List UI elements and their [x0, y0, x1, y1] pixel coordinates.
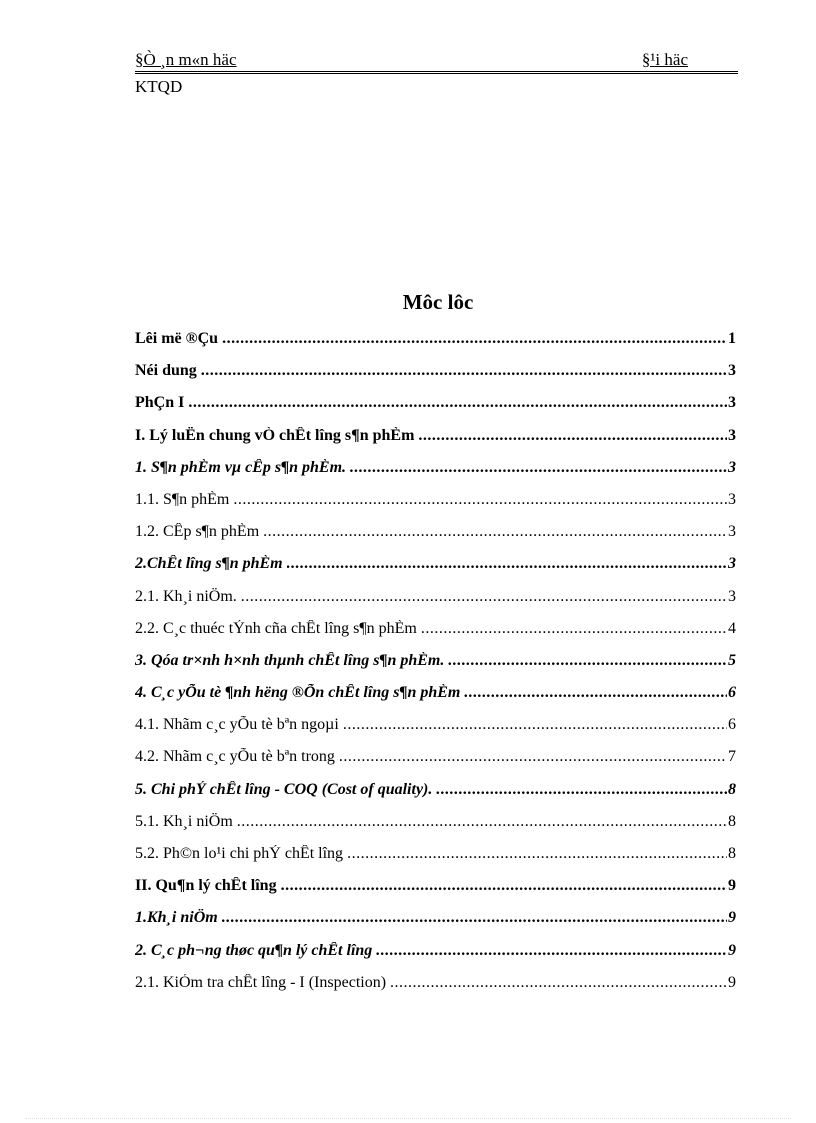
- toc-leader-dots: [347, 845, 727, 863]
- toc-title: Môc lôc: [402, 290, 474, 314]
- toc-entry[interactable]: [135, 813, 736, 845]
- toc-leader-dots: [263, 523, 727, 541]
- toc-entry-label: 4.1. Nhãm c¸c yÕu tè bªn ngoµi: [135, 716, 339, 734]
- toc-entry[interactable]: [135, 362, 736, 394]
- toc-leader-dots: [222, 909, 727, 927]
- toc-entry-page: 3: [728, 394, 736, 412]
- toc-entry-label: I. Lý luËn chung vÒ chÊt lîng s¶n phÈm: [135, 426, 415, 444]
- toc-leader-dots: [448, 652, 727, 670]
- toc-entry-page: 9: [728, 973, 736, 991]
- page-header: [135, 50, 738, 97]
- toc-leader-dots: [350, 459, 727, 477]
- toc-entry-page: 3: [728, 458, 736, 476]
- toc-entry-page: 7: [728, 748, 736, 766]
- toc-leader-dots: [339, 748, 727, 766]
- toc-entry-page: 9: [728, 941, 736, 959]
- toc-entry-label: PhÇn I: [135, 394, 185, 412]
- toc-leader-dots: [188, 394, 727, 412]
- toc-entry[interactable]: [135, 716, 736, 748]
- toc-entry[interactable]: [135, 781, 736, 813]
- toc-leader-dots: [343, 716, 727, 734]
- table-of-contents: [135, 330, 736, 1006]
- toc-entry-label: 1.1. S¶n phÈm: [135, 490, 230, 508]
- toc-entry-page: 5: [728, 651, 736, 669]
- toc-entry[interactable]: [135, 555, 736, 587]
- toc-entry-label: 1.Kh¸i niÖm: [135, 909, 218, 927]
- toc-leader-dots: [421, 620, 727, 638]
- toc-entry[interactable]: [135, 330, 736, 362]
- toc-leader-dots: [390, 974, 727, 992]
- toc-entry-label: Lêi më ®Çu: [135, 330, 219, 347]
- toc-entry[interactable]: [135, 620, 736, 652]
- toc-leader-dots: [376, 942, 727, 960]
- header-row: [135, 50, 738, 74]
- toc-entry-page: 4: [728, 619, 736, 637]
- toc-entry-page: 3: [728, 555, 736, 573]
- toc-entry-label: 5.1. Kh¸i niÖm: [135, 812, 233, 830]
- toc-entry-label: 2.2. C¸c thuéc tÝnh cña chÊt lîng s¶n phÈm: [135, 619, 417, 637]
- toc-entry-page: 6: [728, 684, 736, 702]
- toc-entry-page: 6: [728, 716, 736, 734]
- toc-entry-label: Néi dung: [135, 362, 197, 380]
- toc-leader-dots: [281, 877, 727, 895]
- toc-entry-label: 1. S¶n phÈm vµ cÊp s¶n phÈm.: [135, 458, 347, 476]
- toc-leader-dots: [436, 781, 727, 799]
- header-right-text: §¹i häc: [641, 50, 688, 69]
- toc-entry[interactable]: [135, 974, 736, 1006]
- toc-entry[interactable]: [135, 877, 736, 909]
- toc-entry-page: 3: [728, 587, 736, 605]
- toc-leader-dots: [418, 427, 727, 445]
- toc-entry[interactable]: [135, 394, 736, 426]
- toc-entry-page: 3: [728, 426, 736, 444]
- toc-entry-page: 8: [728, 812, 736, 830]
- toc-entry-label: II. Qu¶n lý chÊt lîng: [135, 877, 277, 895]
- toc-leader-dots: [464, 684, 727, 702]
- toc-entry[interactable]: [135, 523, 736, 555]
- toc-leader-dots: [241, 588, 727, 606]
- toc-entry-page: 3: [728, 490, 736, 508]
- toc-entry-page: 3: [728, 523, 736, 541]
- toc-entry[interactable]: [135, 588, 736, 620]
- toc-entry-page: 8: [728, 845, 736, 862]
- toc-entry-label: 2.ChÊt lîng s¶n phÈm: [135, 555, 283, 573]
- toc-entry-page: 9: [728, 877, 736, 895]
- toc-entry-page: 3: [728, 362, 736, 380]
- toc-entry[interactable]: [135, 748, 736, 780]
- toc-entry-page: 8: [728, 780, 736, 798]
- toc-entry-label: 2. C¸c ph¬ng thøc qu¶n lý chÊt lîng: [135, 941, 373, 959]
- toc-entry-label: 4. C¸c yÕu tè ¶nh hëng ®Õn chÊt lîng s¶n phÈm: [135, 684, 461, 702]
- toc-entry[interactable]: [135, 909, 736, 941]
- header-sub-text: KTQD: [135, 77, 183, 96]
- toc-entry[interactable]: [135, 459, 736, 491]
- toc-entry[interactable]: [135, 942, 736, 974]
- toc-leader-dots: [222, 330, 727, 348]
- toc-entry[interactable]: [135, 491, 736, 523]
- toc-entry[interactable]: [135, 684, 736, 716]
- toc-entry-label: 5.2. Ph©n lo¹i chi phÝ chÊt lîng: [135, 845, 344, 862]
- toc-entry-page: 1: [728, 330, 736, 347]
- toc-entry-label: 2.1. KiÓm tra chÊt lîng - I (Inspection): [135, 973, 387, 991]
- header-left-text: §Ò ¸n m«n häc: [135, 50, 237, 69]
- toc-leader-dots: [201, 362, 727, 380]
- toc-entry[interactable]: [135, 845, 736, 877]
- toc-entry-label: 4.2. Nhãm c¸c yÕu tè bªn trong: [135, 748, 335, 766]
- toc-entry-label: 1.2. CÊp s¶n phÈm: [135, 523, 260, 541]
- toc-leader-dots: [237, 813, 727, 831]
- toc-leader-dots: [287, 555, 727, 573]
- toc-leader-dots: [233, 491, 727, 509]
- toc-entry-label: 3. Qóa tr×nh h×nh thµnh chÊt lîng s¶n phÈm.: [135, 651, 445, 669]
- toc-entry-label: 2.1. Kh¸i niÖm.: [135, 587, 237, 605]
- toc-entry[interactable]: [135, 652, 736, 684]
- toc-entry-label: 5. Chi phÝ chÊt lîng - COQ (Cost of quality).: [135, 780, 433, 798]
- toc-entry[interactable]: [135, 427, 736, 459]
- toc-entry-page: 9: [728, 909, 736, 927]
- bottom-rule: [25, 1118, 791, 1119]
